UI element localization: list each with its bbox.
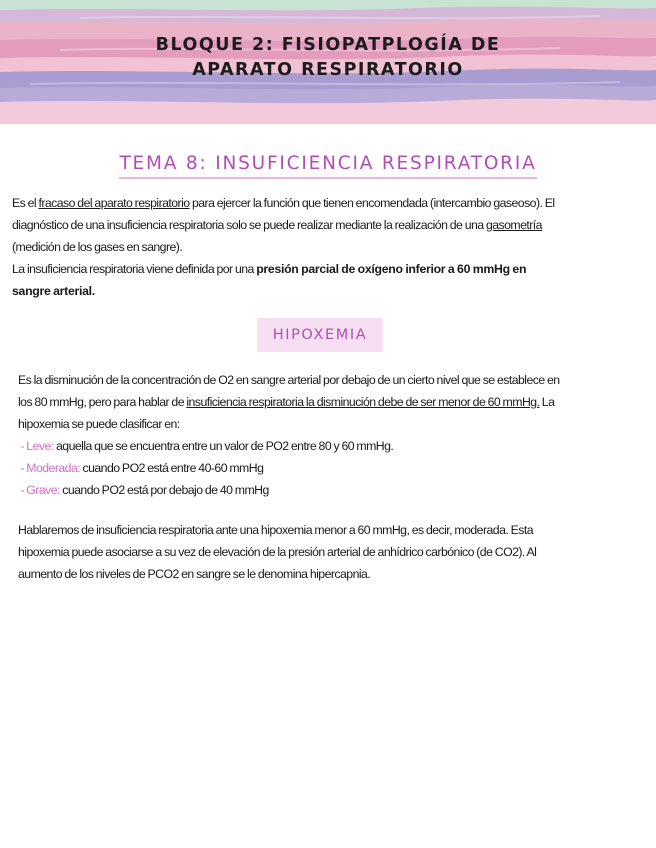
hipoxemia-line-3: hipoxemia se puede clasificar en: — [18, 417, 180, 431]
intro-text: diagnóstico de una insuficiencia respiratoria solo se puede realizar mediante la realización de una — [12, 218, 486, 232]
hipoxemia-text: los 80 mmHg, pero para hablar de — [18, 395, 187, 409]
bold-definition: presión parcial de oxígeno inferior a 60 mmHg en — [256, 262, 527, 276]
intro-text: para ejercer la función que tienen encomendada (intercambio gaseoso). El — [189, 196, 555, 210]
closing-line-2: hipoxemia puede asociarse a su vez de elevación de la presión arterial de anhídrico carbónico (de CO2). Al — [18, 545, 537, 559]
underlined-term: insuficiencia respiratoria la disminución debe de ser menor de 60 mmHg. — [186, 395, 540, 409]
bold-definition: sangre arterial. — [12, 284, 95, 298]
severity-label: - Grave: — [20, 483, 60, 497]
closing-line-1: Hablaremos de insuficiencia respiratoria ante una hipoxemia menor a 60 mmHg, es decir, moderada. Esta — [18, 523, 534, 537]
severity-text: aquella que se encuentra entre un valor de PO2 entre 80 y 60 mmHg. — [53, 439, 394, 453]
underlined-term: gasometría — [485, 218, 542, 232]
severity-text: cuando PO2 está por debajo de 40 mmHg — [59, 483, 269, 497]
intro-line-2 — [12, 214, 612, 236]
title-line-1: BLOQUE 2: FISIOPATPLOGÍA DE — [155, 35, 501, 55]
hipoxemia-line-2 — [18, 391, 638, 413]
intro-line-5 — [12, 280, 612, 302]
hipoxemia-heading — [257, 318, 383, 352]
intro-text: La insuficiencia respiratoria viene definida por una — [12, 262, 257, 276]
severity-item-grave — [18, 479, 638, 501]
intro-text: Es el — [12, 196, 39, 210]
closing-line-3: aumento de los niveles de PCO2 en sangre se le denomina hipercapnia. — [18, 567, 371, 581]
closing-paragraph — [18, 519, 638, 585]
severity-text: cuando PO2 está entre 40-60 mmHg — [80, 461, 264, 475]
hipoxemia-heading-text: HIPOXEMIA — [272, 327, 368, 343]
severity-item-leve — [18, 435, 638, 457]
section-title-text: TEMA 8: INSUFICIENCIA RESPIRATORIA — [119, 153, 536, 179]
severity-label: - Leve: — [20, 439, 54, 453]
intro-line-3: (medición de los gases en sangre). — [12, 240, 183, 254]
intro-line-4 — [12, 258, 612, 280]
section-title — [0, 153, 656, 174]
intro-paragraph — [12, 192, 612, 302]
underlined-term: fracaso del aparato respiratorio — [38, 196, 190, 210]
severity-item-moderada — [18, 457, 638, 479]
header-banner — [0, 0, 656, 124]
hipoxemia-text: La — [539, 395, 555, 409]
document-title — [0, 33, 656, 83]
hipoxemia-paragraph — [18, 369, 638, 501]
hipoxemia-line-1: Es la disminución de la concentración de O2 en sangre arterial por debajo de un cierto nivel que se establece en — [18, 373, 560, 387]
intro-line-1 — [12, 192, 612, 214]
severity-label: - Moderada: — [20, 461, 81, 475]
title-line-2: APARATO RESPIRATORIO — [192, 60, 464, 80]
